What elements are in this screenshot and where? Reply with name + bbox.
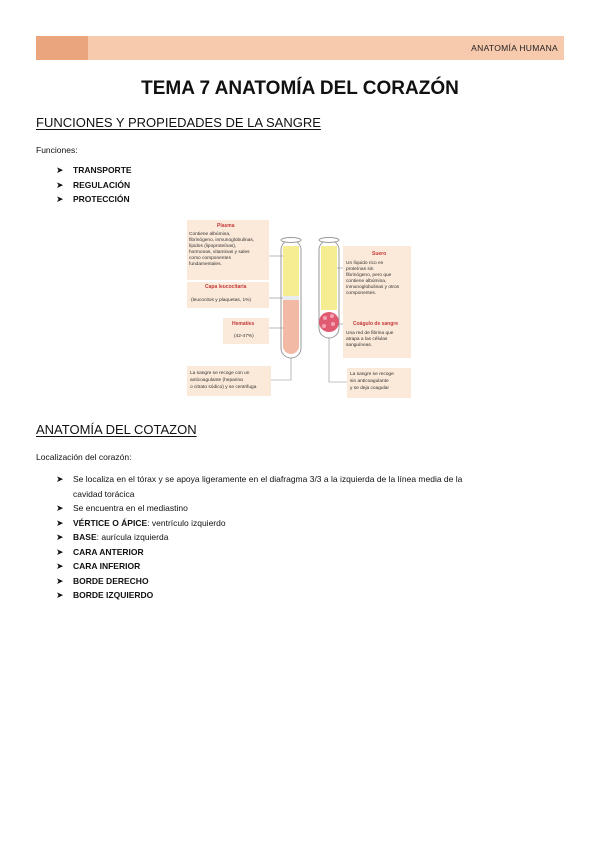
svg-text:Una red de fibrina que: Una red de fibrina que bbox=[346, 331, 394, 336]
list-item: ➤ CARA INFERIOR bbox=[56, 559, 462, 574]
svg-text:Contiene albúmina,: Contiene albúmina, bbox=[189, 232, 231, 237]
blood-tubes-figure bbox=[183, 218, 413, 401]
heart-list bbox=[56, 472, 462, 603]
svg-text:(leucocitos y plaquetas, 1%): (leucocitos y plaquetas, 1%) bbox=[191, 298, 251, 303]
svg-text:La sangre se recoge con un: La sangre se recoge con un bbox=[190, 371, 250, 376]
arrow-bullet-icon: ➤ bbox=[56, 165, 64, 175]
svg-text:inmunoglobulinas y otros: inmunoglobulinas y otros bbox=[346, 285, 400, 290]
list-item: ➤ VÉRTICE O ÁPICE: ventrículo izquierdo bbox=[56, 516, 462, 531]
svg-text:como componentes: como componentes bbox=[189, 256, 231, 261]
buffy-coat-layer bbox=[283, 296, 299, 300]
section-heading-blood: FUNCIONES Y PROPIEDADES DE LA SANGRE bbox=[36, 115, 321, 130]
serum-title: Suero bbox=[372, 251, 387, 257]
hematies-title: Hematíes bbox=[232, 321, 255, 327]
arrow-bullet-icon: ➤ bbox=[56, 575, 64, 586]
right-tube-rim bbox=[319, 238, 339, 243]
arrow-bullet-icon: ➤ bbox=[56, 517, 64, 528]
arrow-bullet-icon: ➤ bbox=[56, 590, 64, 600]
page-header bbox=[36, 36, 564, 60]
svg-text:lípidos (lipoproteínas),: lípidos (lipoproteínas), bbox=[189, 244, 237, 249]
svg-text:sanguíneas.: sanguíneas. bbox=[346, 343, 373, 348]
list-item: ➤ TRANSPORTE bbox=[56, 163, 132, 178]
svg-text:y se deja coagular: y se deja coagular bbox=[350, 386, 389, 391]
arrow-bullet-icon: ➤ bbox=[56, 532, 64, 542]
list-item: ➤ REGULACIÓN bbox=[56, 178, 132, 193]
clot-title: Coágulo de sangre bbox=[353, 321, 399, 327]
svg-text:atrapa a las células: atrapa a las células bbox=[346, 337, 388, 342]
svg-text:fibrinógeno, inmunoglobulinas,: fibrinógeno, inmunoglobulinas, bbox=[189, 238, 255, 243]
heart-location-intro: Localización del corazón: bbox=[36, 452, 132, 462]
plasma-title: Plasma bbox=[217, 223, 235, 229]
plasma-layer bbox=[283, 246, 299, 296]
serum-layer bbox=[321, 246, 337, 310]
list-item: ➤ BASE: aurícula izquierda bbox=[56, 530, 462, 545]
arrow-bullet-icon: ➤ bbox=[56, 474, 64, 484]
header-text: ANATOMÍA HUMANA bbox=[471, 43, 558, 53]
list-item: ➤ CARA ANTERIOR bbox=[56, 545, 462, 560]
list-item: ➤ BORDE IZQUIERDO bbox=[56, 588, 462, 603]
arrow-bullet-icon: ➤ bbox=[56, 179, 64, 190]
svg-text:Un líquido rico en: Un líquido rico en bbox=[346, 261, 384, 266]
svg-text:anticoagulante (heparina: anticoagulante (heparina bbox=[190, 378, 243, 383]
svg-text:(42-47%): (42-47%) bbox=[234, 334, 254, 339]
svg-text:fundamentales.: fundamentales. bbox=[189, 262, 222, 267]
blood-clot bbox=[319, 312, 339, 332]
blood-tubes-illustration bbox=[183, 218, 413, 401]
list-item: ➤ Se encuentra en el mediastino bbox=[56, 501, 462, 516]
section-heading-heart: ANATOMÍA DEL COTAZON bbox=[36, 422, 197, 437]
svg-text:fibrinógeno, pero que: fibrinógeno, pero que bbox=[346, 273, 392, 278]
buffy-title: Capa leucocitaria bbox=[205, 284, 247, 290]
arrow-bullet-icon: ➤ bbox=[56, 561, 64, 571]
svg-text:sin anticoagulante: sin anticoagulante bbox=[350, 379, 389, 384]
list-item: ➤ Se localiza en el tórax y se apoya ligeramente en el diafragma 3/3 a la izquierda de la línea media de la cavidad torácica bbox=[56, 474, 463, 499]
arrow-bullet-icon: ➤ bbox=[56, 546, 64, 557]
hematies-layer bbox=[283, 300, 299, 354]
svg-text:hormonas, vitaminas y sales: hormonas, vitaminas y sales bbox=[189, 250, 250, 255]
svg-text:contiene albúmina,: contiene albúmina, bbox=[346, 279, 387, 284]
svg-text:componentes.: componentes. bbox=[346, 291, 377, 296]
list-item: ➤ PROTECCIÓN bbox=[56, 192, 132, 207]
functions-intro: Funciones: bbox=[36, 145, 78, 155]
left-tube-rim bbox=[281, 238, 301, 243]
list-item: ➤ BORDE DERECHO bbox=[56, 574, 462, 589]
page-title: TEMA 7 ANATOMÍA DEL CORAZÓN bbox=[141, 78, 459, 99]
arrow-bullet-icon: ➤ bbox=[56, 503, 64, 513]
svg-text:La sangre se recoge: La sangre se recoge bbox=[350, 372, 394, 377]
functions-list bbox=[56, 163, 132, 207]
svg-text:o citrato sódico) y se centrif: o citrato sódico) y se centrifuga bbox=[190, 385, 257, 390]
header-accent-block bbox=[36, 36, 88, 60]
svg-text:proteínas sin: proteínas sin bbox=[346, 267, 374, 272]
arrow-bullet-icon: ➤ bbox=[56, 194, 64, 204]
